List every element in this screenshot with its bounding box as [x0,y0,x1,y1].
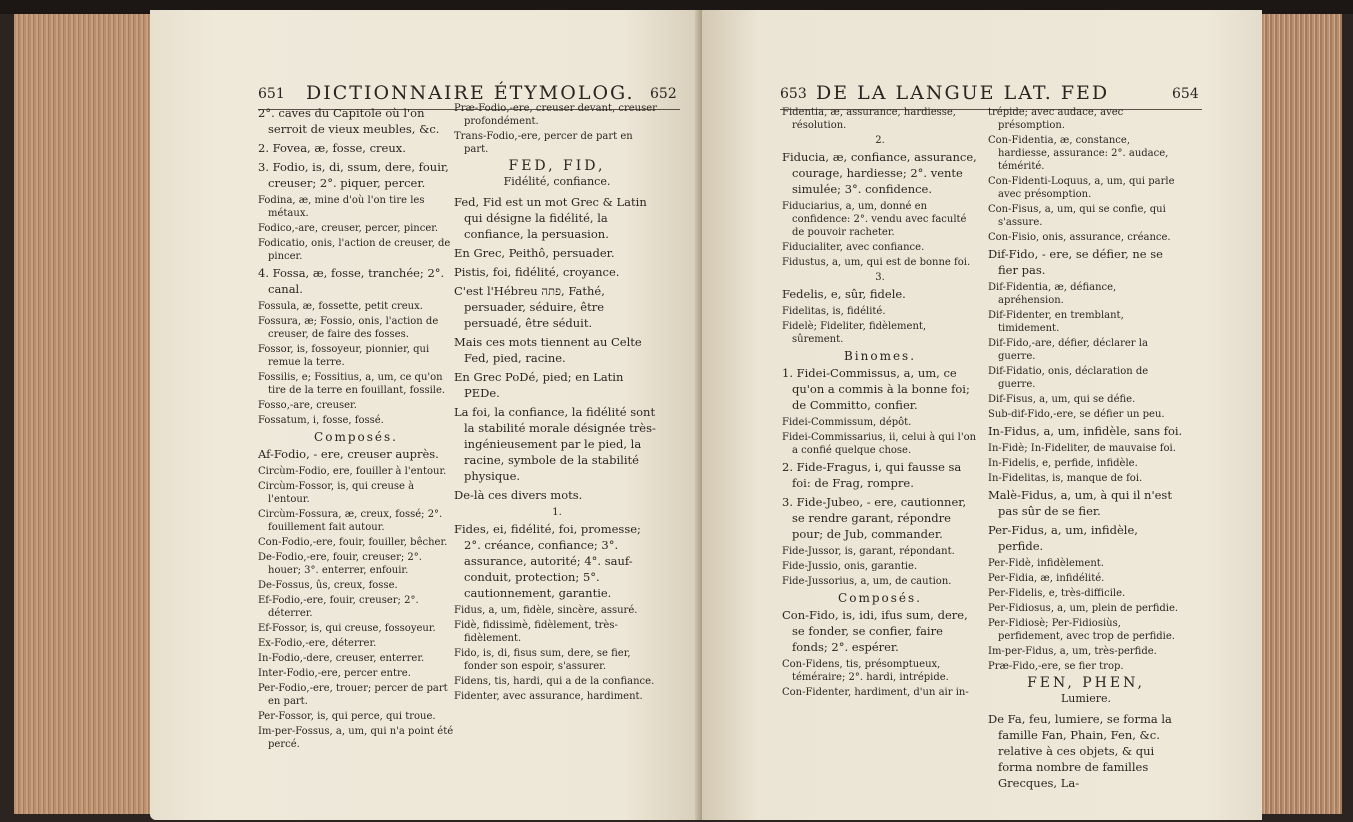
right-page-edges [1262,14,1342,814]
running-head-title: DE LA LANGUE LAT. FED [816,82,1110,104]
dictionary-entry: Dif-Fidentia, æ, défiance, apréhension. [988,282,1117,306]
dictionary-entry: Fossatum, i, fosse, fossé. [258,415,384,426]
dictionary-entry: Im-per-Fidus, a, um, très-perfide. [988,646,1157,657]
right-running-head [780,82,1200,108]
left-page [150,10,706,820]
dictionary-entry: Con-Fisio, onis, assurance, créance. [988,232,1171,243]
right-column-2 [988,106,1184,794]
dictionary-entry: 3. Fodio, is, di, ssum, dere, fouir, creuser; 2°. piquer, percer. [258,160,449,190]
dictionary-entry: Per-Fidè, infidèlement. [988,558,1104,569]
dictionary-entry: Af-Fodio, - ere, creuser auprès. [258,447,439,461]
dictionary-entry: De Fa, feu, lumiere, se forma la famille Fan, Phain, Fen, &c. relative à ces objets, & qui forma nombre de familles Grecques, La- [988,712,1172,790]
dictionary-entry: De-Fodio,-ere, fouir, creuser; 2°. houer; 3°. enterrer, enfouir. [258,552,422,576]
dictionary-entry: Dif-Fisus, a, um, qui se défie. [988,394,1136,405]
dictionary-entry: Circùm-Fodio, ere, fouiller à l'entour. [258,466,447,477]
dictionary-entry: Con-Fidenter, hardiment, d'un air in- [782,687,969,698]
section-heading: Binomes. [843,349,917,363]
dictionary-entry: Trans-Fodio,-ere, percer de part en part. [454,131,633,155]
dictionary-entry: 1. Fidei-Commissus, a, um, ce qu'on a commis à la bonne foi; de Committo, confier. [782,366,970,412]
dictionary-entry: Fossura, æ; Fossio, onis, l'action de creuser, de faire des fosses. [258,316,439,340]
dictionary-entry: Fido, is, di, fisus sum, dere, se fier, fonder son espoir, s'assurer. [454,648,631,672]
dictionary-entry: Dif-Fidatio, onis, déclaration de guerre. [988,366,1149,390]
dictionary-entry: Fidelè; Fideliter, fidèlement, sûrement. [782,321,927,345]
dictionary-entry: In-Fidelitas, is, manque de foi. [988,473,1143,484]
section-heading: FEN, PHEN, [1027,675,1145,691]
dictionary-entry: Fossor, is, fossoyeur, pionnier, qui remue la terre. [258,344,430,368]
dictionary-entry: Malè-Fidus, a, um, à qui il n'est pas sûr de se fier. [988,488,1172,518]
dictionary-entry: Con-Fidenti-Loquus, a, um, qui parle avec présomption. [988,176,1175,200]
dictionary-entry: Mais ces mots tiennent au Celte Fed, pied, racine. [454,335,642,365]
dictionary-entry: Fiduciarius, a, um, donné en confidence: 2°. vendu avec faculté de pouvoir racheter. [782,201,967,238]
dictionary-entry: In-Fidus, a, um, infidèle, sans foi. [988,424,1183,438]
dictionary-entry: Fide-Jussio, onis, garantie. [782,561,918,572]
running-head-title: DICTIONNAIRE ÉTYMOLOG. [306,82,635,104]
section-number: 1. [552,507,562,518]
dictionary-entry: In-Fodio,-dere, creuser, enterrer. [258,653,425,664]
dictionary-entry: Per-Fidus, a, um, infidèle, perfide. [988,523,1138,553]
dictionary-entry: Im-per-Fossus, a, um, qui n'a point été percé. [258,726,454,750]
right-column-1 [782,106,978,701]
dictionary-entry: 4. Fossa, æ, fosse, tranchée; 2°. canal. [258,266,445,296]
dictionary-entry: Fides, ei, fidélité, foi, promesse; 2°. créance, confiance; 3°. assurance, autorité; 4°. sauf-conduit, protection; 5°. cautionnement, garantie. [454,522,641,600]
dictionary-entry: Dif-Fido, - ere, se défier, ne se fier pas. [988,247,1163,277]
section-number: 2. [875,135,885,146]
section-heading: Composés. [314,430,398,444]
left-column-1 [258,105,454,753]
dictionary-entry: La foi, la confiance, la fidélité sont la stabilité morale désignée très-ingénieusement par le pied, la racine, symbole de la stabilité physique. [454,405,656,483]
dictionary-entry: Ex-Fodio,-ere, déterrer. [258,638,377,649]
page-number: 652 [650,86,677,102]
dictionary-entry: En Grec, Peithô, persuader. [454,246,615,260]
dictionary-entry: 2. Fovea, æ, fosse, creux. [258,141,406,155]
dictionary-entry: Ef-Fossor, is, qui creuse, fossoyeur. [258,623,436,634]
dictionary-entry: In-Fidelis, e, perfide, infidèle. [988,458,1138,469]
dictionary-entry: Per-Fidiosus, a, um, plein de perfidie. [988,603,1179,614]
dictionary-entry: Inter-Fodio,-ere, percer entre. [258,668,411,679]
dictionary-entry: Fiducialiter, avec confiance. [782,242,925,253]
dictionary-entry: Per-Fodio,-ere, trouer; percer de part en part. [258,683,448,707]
section-subtitle: Lumiere. [1060,692,1112,705]
dictionary-entry: Per-Fidiosè; Per-Fidiosiùs, perfidement, avec trop de perfidie. [988,618,1175,642]
dictionary-entry: trépide; avec audace, avec présomption. [988,107,1124,131]
dictionary-entry: Dif-Fido,-are, défier, déclarer la guerre. [988,338,1148,362]
dictionary-entry: Con-Fidens, tis, présomptueux, téméraire; 2°. hardi, intrépide. [782,659,949,683]
dictionary-entry: Con-Fisus, a, um, qui se confie, qui s'assure. [988,204,1166,228]
dictionary-entry: Fodina, æ, mine d'où l'on tire les métaux. [258,195,425,219]
dictionary-entry: Fossilis, e; Fossitius, a, um, ce qu'on tire de la terre en fouillant, fossile. [258,372,446,396]
dictionary-entry: Circùm-Fossura, æ, creux, fossé; 2°. fouillement fait autour. [258,509,443,533]
dictionary-entry: Con-Fido, is, idi, ifus sum, dere, se fonder, se confier, faire fonds; 2°. espérer. [782,608,968,654]
left-page-edges [14,14,154,814]
dictionary-entry: Dif-Fidenter, en tremblant, timidement. [988,310,1124,334]
dictionary-entry: Sub-dif-Fido,-ere, se défier un peu. [988,409,1165,420]
dictionary-entry: Præ-Fodio,-ere, creuser devant, creuser profondément. [454,103,657,127]
dictionary-entry: En Grec PoDé, pied; en Latin PEDe. [454,370,624,400]
dictionary-entry: Fed, Fid est un mot Grec & Latin qui désigne la fidélité, la confiance, la persuasion. [454,195,647,241]
page-number: 653 [780,86,807,102]
dictionary-entry: C'est l'Hébreu פתה, Fathé, persuader, séduire, être persuadé, être séduit. [454,284,605,330]
dictionary-entry: Fide-Jussor, is, garant, répondant. [782,546,955,557]
dictionary-entry: Con-Fodio,-ere, fouir, fouiller, bêcher. [258,537,448,548]
dictionary-entry: Fidei-Commissum, dépôt. [782,417,912,428]
dictionary-entry: Fedelis, e, sûr, fidele. [782,287,906,301]
dictionary-entry: 3. Fide-Jubeo, - ere, cautionner, se rendre garant, répondre pour; de Jub, commander. [782,495,967,541]
dictionary-entry: Per-Fidia, æ, infidélité. [988,573,1105,584]
dictionary-entry: Fodicatio, onis, l'action de creuser, de pincer. [258,238,451,262]
dictionary-entry: Fidei-Commissarius, ii, celui à qui l'on a confié quelque chose. [782,432,977,456]
page-number: 651 [258,86,285,102]
dictionary-entry: Per-Fidelis, e, très-difficile. [988,588,1126,599]
section-subtitle: Fidélité, confiance. [503,175,611,188]
dictionary-entry: Præ-Fido,-ere, se fier trop. [988,661,1124,672]
dictionary-entry: Fodico,-are, creuser, percer, pincer. [258,223,439,234]
dictionary-entry: Fidens, tis, hardi, qui a de la confiance. [454,676,655,687]
dictionary-entry: 2. Fide-Fragus, i, qui fausse sa foi: de Frag, rompre. [782,460,962,490]
dictionary-entry: De-Fossus, ûs, creux, fosse. [258,580,398,591]
dictionary-entry: Fidenter, avec assurance, hardiment. [454,691,643,702]
dictionary-entry: Ef-Fodio,-ere, fouir, creuser; 2°. déterrer. [258,595,419,619]
dictionary-entry: In-Fidè; In-Fideliter, de mauvaise foi. [988,443,1176,454]
dictionary-entry: Fosso,-are, creuser. [258,400,357,411]
dictionary-entry: Pistis, foi, fidélité, croyance. [454,265,620,279]
section-heading: FED, FID, [508,158,606,174]
dictionary-entry: Fide-Jussorius, a, um, de caution. [782,576,952,587]
left-column-2 [454,102,660,705]
dictionary-entry: Per-Fossor, is, qui perce, qui troue. [258,711,436,722]
dictionary-entry: Fidustus, a, um, qui est de bonne foi. [782,257,971,268]
dictionary-entry: Con-Fidentia, æ, constance, hardiesse, assurance: 2°. audace, témérité. [988,135,1169,172]
dictionary-entry: Fidè, fidissimè, fidèlement, très-fidèlement. [454,620,618,644]
dictionary-entry: Fidus, a, um, fidèle, sincère, assuré. [454,605,638,616]
dictionary-entry: Fidentia, æ, assurance, hardiesse, résolution. [782,107,956,131]
section-number: 3. [875,272,885,283]
page-number: 654 [1172,86,1199,102]
section-heading: Composés. [838,591,922,605]
dictionary-entry: Circùm-Fossor, is, qui creuse à l'entour. [258,481,415,505]
dictionary-entry: Fidelitas, is, fidélité. [782,306,886,317]
dictionary-entry: Fossula, æ, fossette, petit creux. [258,301,423,312]
dictionary-entry: Fiducia, æ, confiance, assurance, courage, hardiesse; 2°. vente simulée; 3°. confidence. [782,150,977,196]
right-page [702,10,1262,820]
dictionary-entry: De-là ces divers mots. [454,488,583,502]
dictionary-entry: 2°. caves du Capitole où l'on serroit de vieux meubles, &c. [258,106,440,136]
